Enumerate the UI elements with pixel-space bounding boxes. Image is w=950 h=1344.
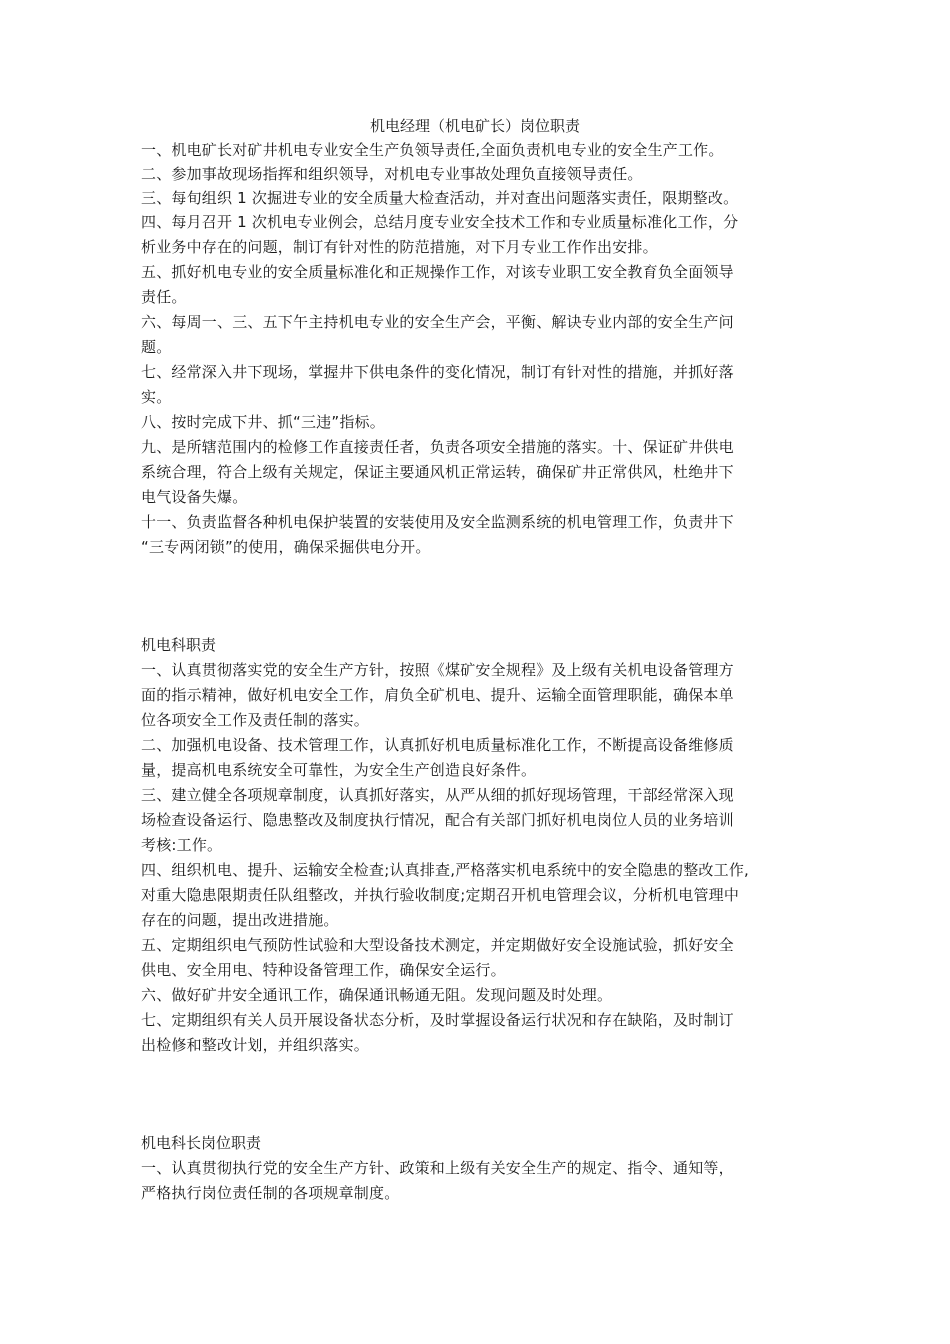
section2-line: 四、组织机电、提升、运输安全检查;认真排查,严格落实机电系统中的安全隐患的整改工作,	[141, 861, 749, 879]
section1-line: 十一、负责监督各种机电保护装置的安装使用及安全监测系统的机电管理工作，负责井下	[141, 513, 734, 531]
section3-line: 一、认真贯彻执行党的安全生产方针、政策和上级有关安全生产的规定、指令、通知等，	[141, 1159, 734, 1177]
section2-title: 机电科职责	[141, 636, 217, 654]
section1-line: 一、机电矿长对矿井机电专业安全生产负领导责任,全面负责机电专业的安全生产工作。	[141, 141, 724, 159]
section2-line: 五、定期组织电气预防性试验和大型设备技术测定，并定期做好安全设施试验，抓好安全	[141, 936, 734, 954]
section2-line: 二、加强机电设备、技术管理工作，认真抓好机电质量标准化工作，不断提高设备维修质	[141, 736, 734, 754]
section2-line: 六、做好矿井安全通讯工作，确保通讯畅通无阻。发现问题及时处理。	[141, 986, 613, 1004]
section2-line: 面的指示精神，做好机电安全工作，肩负全矿机电、提升、运输全面管理职能，确保本单	[141, 686, 734, 704]
section1-line: 八、按时完成下井、抓“三违”指标。	[141, 413, 385, 431]
section2-line: 场检查设备运行、隐患整改及制度执行情况，配合有关部门抓好机电岗位人员的业务培训	[141, 811, 734, 829]
section1-line: 系统合理，符合上级有关规定，保证主要通风机正常运转，确保矿井正常供风，杜绝井下	[141, 463, 734, 481]
section2-line: 考核:工作。	[141, 836, 223, 854]
section1-line: “三专两闭锁”的使用，确保采掘供电分开。	[141, 538, 431, 556]
section1-line: 责任。	[141, 288, 187, 306]
section1-line: 实。	[141, 388, 172, 406]
section2-line: 七、定期组织有关人员开展设备状态分析，及时掌握设备运行状况和存在缺陷，及时制订	[141, 1011, 734, 1029]
section1-title: 机电经理（机电矿长）岗位职责	[369, 117, 580, 135]
section2-line: 一、认真贯彻落实党的安全生产方针，按照《煤矿安全规程》及上级有关机电设备管理方	[141, 661, 734, 679]
section3-title: 机电科长岗位职责	[141, 1134, 262, 1152]
section3-line: 严格执行岗位责任制的各项规章制度。	[141, 1184, 400, 1202]
section2-line: 出检修和整改计划，并组织落实。	[141, 1036, 370, 1054]
section1-line: 七、经常深入井下现场，掌握井下供电条件的变化情况，制订有针对性的措施，并抓好落	[141, 363, 734, 381]
section1-line: 六、每周一、三、五下午主持机电专业的安全生产会，平衡、解诀专业内部的安全生产问	[141, 313, 734, 331]
section2-line: 量，提高机电系统安全可靠性，为安全生产创造良好条件。	[141, 761, 537, 779]
section2-line: 供电、安全用电、特种设备管理工作，确保安全运行。	[141, 961, 506, 979]
section1-line: 电气设备失爆。	[141, 488, 248, 506]
section2-line: 三、建立健全各项规章制度，认真抓好落实，从严从细的抓好现场管理，干部经常深入现	[141, 786, 734, 804]
section1-line: 五、抓好机电专业的安全质量标准化和正规操作工作，对该专业职工安全教育负全面领导	[141, 263, 734, 281]
section1-line: 题。	[141, 338, 172, 356]
section1-line: 三、每旬组织 1 次掘进专业的安全质量大检查活动，并对查出问题落实责任，限期整改。	[141, 189, 739, 207]
section1-line: 析业务中存在的问题，制订有针对性的防范措施，对下月专业工作作出安排。	[141, 238, 658, 256]
section1-line: 四、每月召开 1 次机电专业例会，总结月度专业安全技术工作和专业质量标准化工作，分	[141, 213, 739, 231]
section1-line: 九、是所辖范围内的检修工作直接责任者，负责各项安全措施的落实。十、保证矿井供电	[141, 438, 734, 456]
section2-line: 存在的问题，提出改进措施。	[141, 911, 339, 929]
section1-line: 二、参加事故现场指挥和组织领导，对机电专业事故处理负直接领导责任。	[141, 165, 643, 183]
section2-line: 对重大隐患限期责任队组整改，并执行验收制度;定期召开机电管理会议，分析机电管理中	[141, 886, 740, 904]
section2-line: 位各项安全工作及责任制的落实。	[141, 711, 370, 729]
